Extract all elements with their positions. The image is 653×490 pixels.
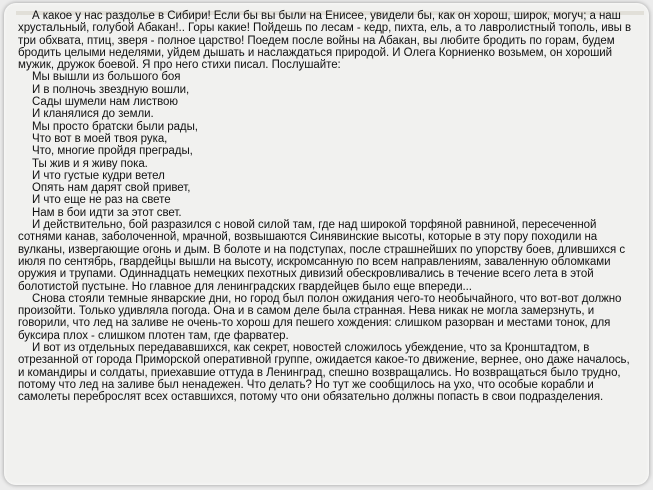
poem-line: И что еще не раз на свете xyxy=(32,194,171,207)
poem-line: Что, многие пройдя преграды, xyxy=(32,145,193,158)
poem-line: Что вот в моей твоя рука, xyxy=(32,132,168,145)
poem-line: И в полночь звездную вошли, xyxy=(32,83,190,96)
kronstadt-paragraph: И вот из отдельных передававшихся, как секрет, новостей сложилось убеждение, что за Кронштадтом, в отрезанной от города Приморской оперативной группе, ожидается какое-то движение, вернее, оно даже началось, и командиры и солдаты, приехавшие оттуда в Ленинград, спешно возвращались. Но возвращаться было трудно, потому что лед на заливе был ненадежен. Что делать? Но тут же сообщилось на ухо, что особые корабли и самолеты переброслят всех оставшихся, потому что они обязательно должны попасть в свои подразделения. xyxy=(18,342,630,404)
intro-paragraph: А какое у нас раздолье в Сибири! Если бы вы были на Енисее, увидели бы, как он хорош, широк, могуч; а наш хрустальный, голубой Абакан!.. Горы какие! Пойдешь по лесам - кедр, пихта, ель, а то лавролистный тополь, ивы в три обхвата, птиц, зверя - полное царство! Поедем после войны на Абакан, вы любите бродить по горам, будем бродить целыми неделями, уйдем дышать и наслаждаться природой. И Олега Корниенко возьмем, он хороший мужик, дружок боевой. Я про него стихи писал. Послушайте: xyxy=(18,10,632,72)
poem-line: Ты жив и я живу пока. xyxy=(32,157,148,170)
document-text xyxy=(18,10,638,404)
poem-line: И что густые кудри ветел xyxy=(32,169,165,182)
poem-line: И кланялися до земли. xyxy=(32,108,154,121)
poem-line: Нам в бои идти за этот свет. xyxy=(32,206,182,219)
poem-line: Опять нам дарят свой привет, xyxy=(32,182,191,195)
battle-paragraph: И действительно, бой разразился с новой силой там, где над широкой торфяной равниной, пересеченной сотнями канав, заболоченной, мрачной, возвышаются Синявинские высоты, которые в эту пору походили на вулканы, извергающие огонь и дым. В болоте и на подступах, после страшнейших по упорству боев, длившихся с июля по сентябрь, гвардейцы вышли на высоту, искромсанную по всем направлениям, заваленную обломками оружия и трупами. Одиннадцать немецких пехотных дивизий обескровливались в течение всего лета в этой болотистой пустыне. Но главное для ленинградских гвардейцев было еще впереди... xyxy=(18,219,626,293)
poem-line: Мы просто братски были рады, xyxy=(32,120,198,133)
poem-line: Мы вышли из большого боя xyxy=(32,71,181,84)
poem-line: Сады шумели нам листвою xyxy=(32,96,178,109)
january-paragraph: Снова стояли темные январские дни, но город был полон ожидания чего-то необычайного, что вот-вот должно произойти. Только удивляла погода. Она и в самом деле была странная. Нева никак не могла замерзнуть, и говорили, что лед на заливе не очень-то хорош для пешего хождения: слишком разорван и местами тонок, для буксира плох - слишком плотен там, где фарватер. xyxy=(18,292,622,342)
poem xyxy=(18,71,638,219)
